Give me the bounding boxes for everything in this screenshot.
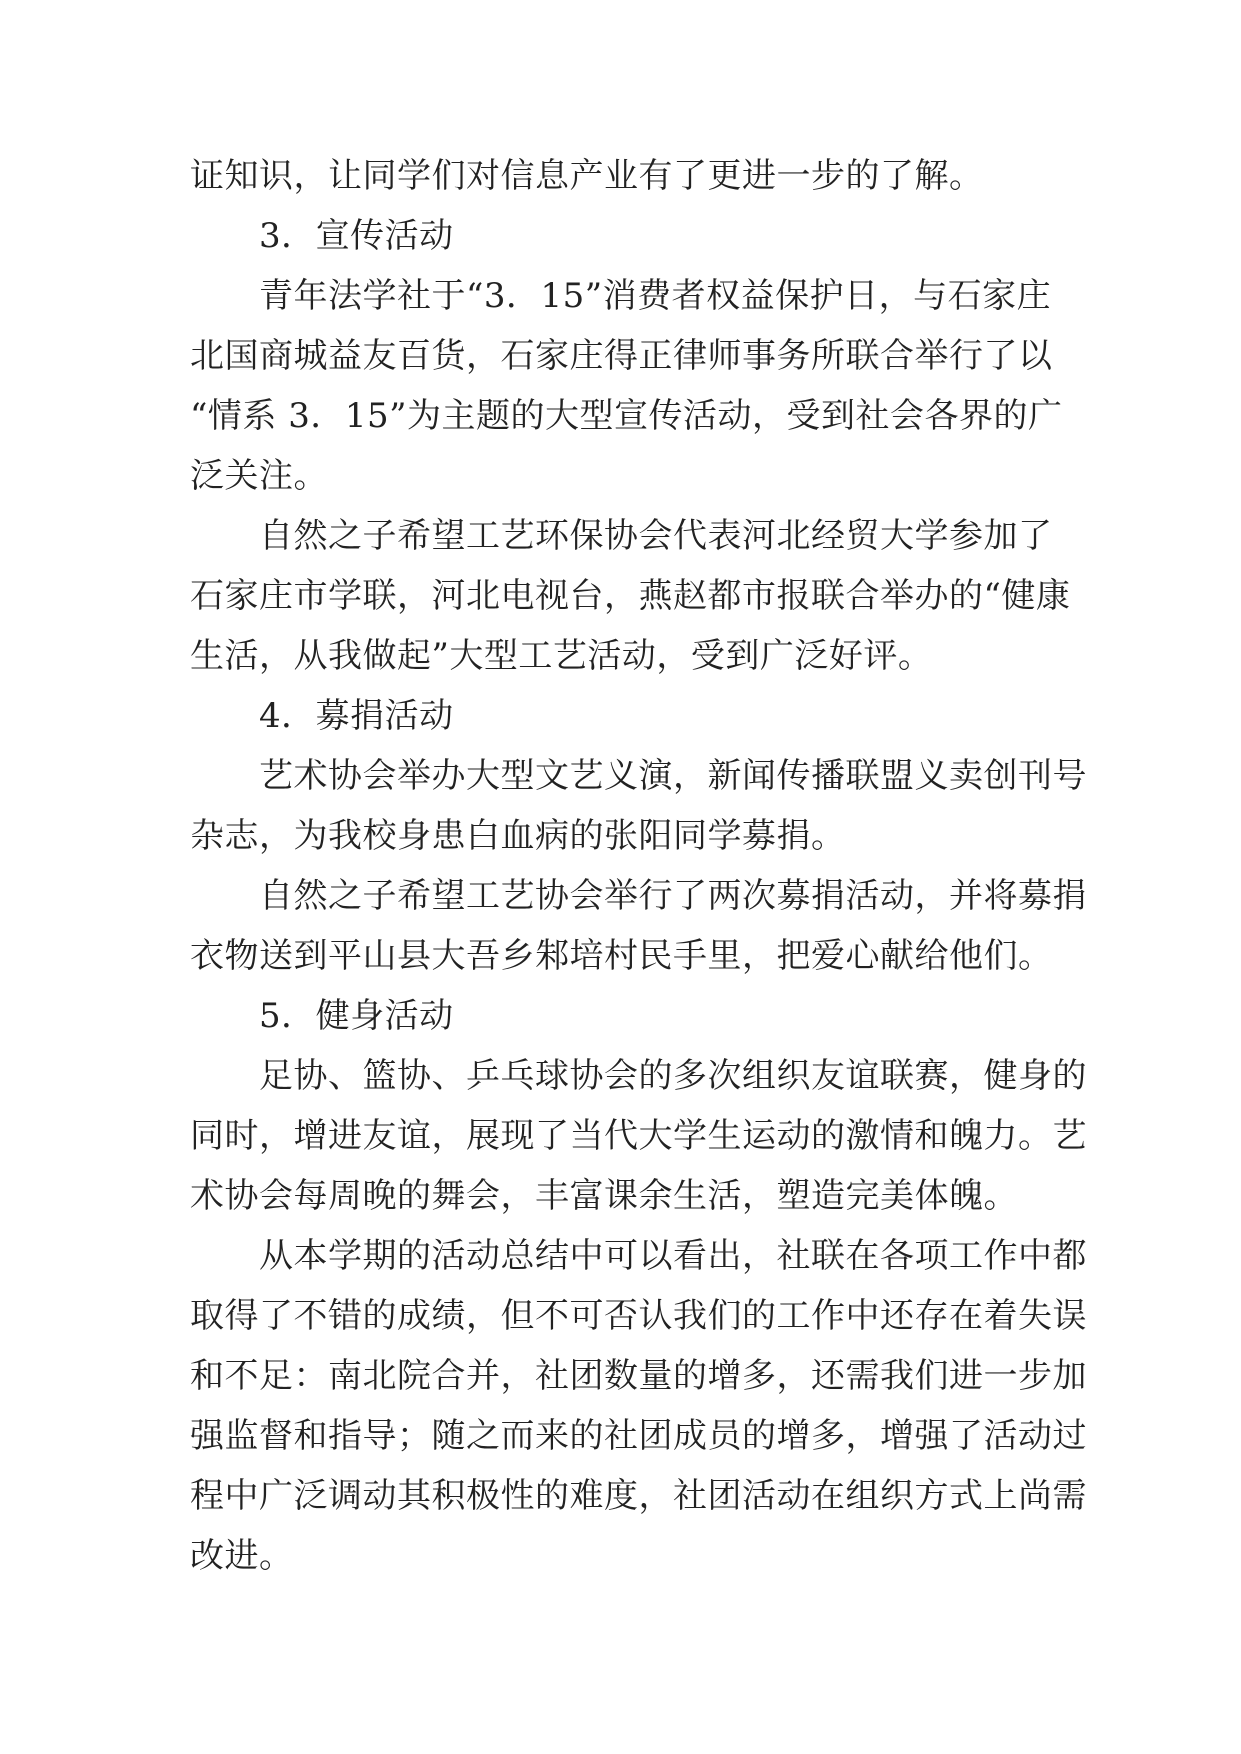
- section-heading: 4．募捐活动: [190, 696, 454, 736]
- text-line: 杂志，为我校身患白血病的张阳同学募捐。: [190, 816, 846, 856]
- text-line: 证知识，让同学们对信息产业有了更进一步的了解。: [190, 156, 984, 196]
- text-line: 术协会每周晚的舞会，丰富课余生活，塑造完美体魄。: [190, 1176, 1018, 1216]
- text-line: 从本学期的活动总结中可以看出，社联在各项工作中都: [190, 1236, 1087, 1276]
- text-line: 和不足：南北院合并，社团数量的增多，还需我们进一步加: [190, 1356, 1087, 1396]
- text-line: 石家庄市学联，河北电视台，燕赵都市报联合举办的“健康: [190, 576, 1071, 616]
- text-line: 自然之子希望工艺协会举行了两次募捐活动，并将募捐: [190, 876, 1087, 916]
- text-line: 足协、篮协、乒乓球协会的多次组织友谊联赛，健身的: [190, 1056, 1087, 1096]
- text-line: 衣物送到平山县大吾乡邾培村民手里，把爱心献给他们。: [190, 936, 1053, 976]
- text-line: 自然之子希望工艺环保协会代表河北经贸大学参加了: [190, 516, 1053, 556]
- text-line: 改进。: [190, 1536, 294, 1576]
- text-line: 生活，从我做起”大型工艺活动，受到广泛好评。: [190, 636, 933, 676]
- text-line: 北国商城益友百货，石家庄得正律师事务所联合举行了以: [190, 336, 1053, 376]
- text-line: 取得了不错的成绩，但不可否认我们的工作中还存在着失误: [190, 1296, 1087, 1336]
- section-heading: 3．宣传活动: [190, 216, 454, 256]
- text-line: 强监督和指导；随之而来的社团成员的增多，增强了活动过: [190, 1416, 1087, 1456]
- text-line: 青年法学社于“3．15”消费者权益保护日，与石家庄: [190, 276, 1052, 316]
- text-line: 程中广泛调动其积极性的难度，社团活动在组织方式上尚需: [190, 1476, 1087, 1516]
- section-heading: 5．健身活动: [190, 996, 454, 1036]
- text-line: 泛关注。: [190, 456, 328, 496]
- text-line: 同时，增进友谊，展现了当代大学生运动的激情和魄力。艺: [190, 1116, 1087, 1156]
- document-body: [190, 146, 1087, 1586]
- text-line: 艺术协会举办大型文艺义演，新闻传播联盟义卖创刊号: [190, 756, 1087, 796]
- text-line: “情系 3．15”为主题的大型宣传活动，受到社会各界的广: [190, 396, 1063, 436]
